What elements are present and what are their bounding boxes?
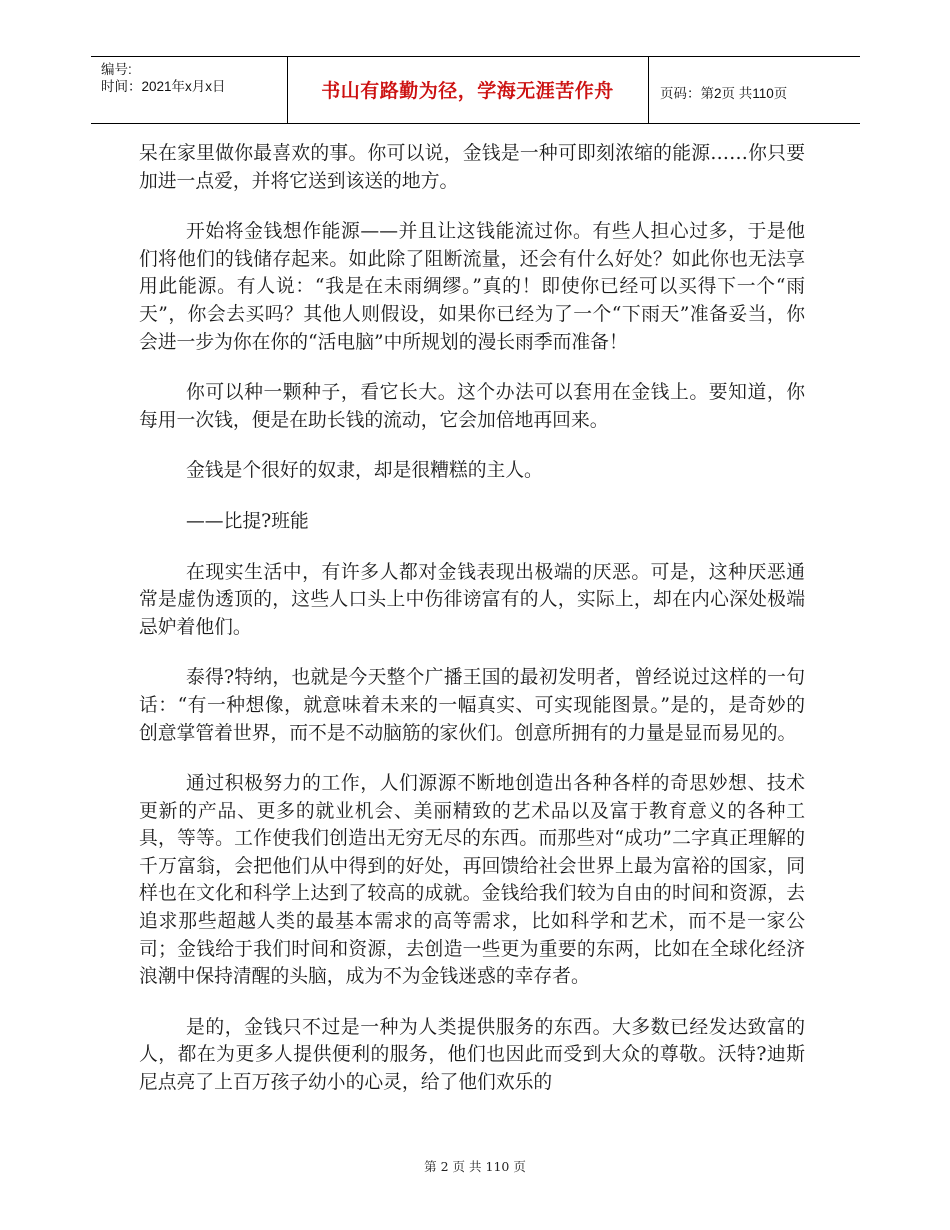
quote-text: 金钱是个很好的奴隶，却是很糟糕的主人。 [186,460,543,482]
body-paragraph: 通过积极努力的工作，人们源源不断地创造出各种各样的奇思妙想、技术更新的产品、更多的就业机会、美丽精致的艺术品以及富于教育意义的各种工具，等等。工作使我们创造出无穷无尽的东西。而那些对“成功”二字真正理解的千万富翁，会把他们从中得到的好处，再回馈给社会世界上最为富裕的国家，同样也在文化和科学上达到了较高的成就。金钱给我们较为自由的时间和资源，去追求那些超越人类的最基本需求的高等需求，比如科学和艺术，而不是一家公司；金钱给于我们时间和资源，去创造一些更为重要的东两，比如在全球化经济浪潮中保持清醒的头脑，成为不为金钱迷惑的幸存者。 [139,773,805,988]
document-number-label: 编号: [101,62,132,77]
document-header [91,56,860,124]
header-meta-cell [91,57,288,123]
header-page-cell [648,57,860,123]
quote-attribution: ——比提?班能 [186,510,309,532]
body-paragraph: 在现实生活中，有许多人都对金钱表现出极端的厌恶。可是，这种厌恶通常是虚伪透顶的，这些人口头上中伤徘谤富有的人，实际上，却在内心深处极端忌妒着他们。 [139,561,805,638]
header-motto: 书山有路勤为径，学海无涯苦作舟 [321,80,614,102]
document-time-label: 时间：2021年x月x日 [101,79,226,94]
body-paragraph: 泰得?特纳，也就是今天整个广播王国的最初发明者，曾经说过这样的一句话：“有一种想像，就意味着未来的一幅真实、可实现能图景。”是的，是奇妙的创意掌管着世界，而不是不动脑筋的家伙们。创意所拥有的力量是显而易见的。 [139,667,805,744]
page-footer: 第 2 页 共 110 页 [424,1159,526,1174]
header-page-info: 页码：第2页 共110页 [660,86,788,101]
body-paragraph-continued: 呆在家里做你最喜欢的事。你可以说，金钱是一种可即刻浓缩的能源……你只要加进一点爱，并将它送到该送的地方。 [139,143,805,192]
document-body [139,140,805,1120]
body-paragraph: 是的，金钱只不过是一种为人类提供服务的东西。大多数已经发达致富的人，都在为更多人提供便利的服务，他们也因此而受到大众的尊敬。沃特?迪斯尼点亮了上百万孩子幼小的心灵，给了他们欢乐的 [139,1016,805,1094]
header-motto-cell [287,57,649,123]
body-paragraph: 你可以种一颗种子，看它长大。这个办法可以套用在金钱上。要知道，你每用一次钱，便是在助长钱的流动，它会加倍地再回来。 [139,382,805,431]
body-paragraph: 开始将金钱想作能源——并且让这钱能流过你。有些人担心过多，于是他们将他们的钱储存起来。如此除了阻断流量，还会有什么好处？如此你也无法享用此能源。有人说：“我是在未雨绸缪。”真的！即使你已经可以买得下一个“雨天”，你会去买吗？其他人则假设，如果你已经为了一个“下雨天”准备妥当，你会进一步为你在你的“活电脑”中所规划的漫长雨季而准备！ [139,221,805,353]
